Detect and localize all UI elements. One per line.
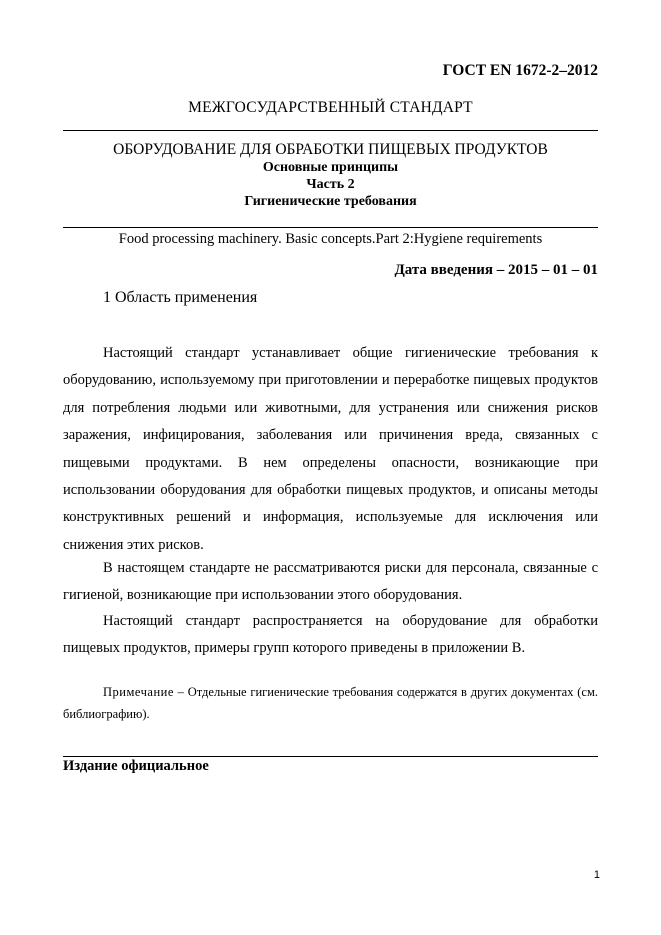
paragraph-text: В настоящем стандарте не рассматриваются риски для персонала, связанные с гигиеной, возникающие при использовании этого оборудования. bbox=[63, 560, 598, 604]
note-text: – Отдельные гигиенические требования содержатся в других документах (см. библиографию). bbox=[63, 685, 598, 721]
title-main: ОБОРУДОВАНИЕ ДЛЯ ОБРАБОТКИ ПИЩЕВЫХ ПРОДУКТОВ bbox=[113, 141, 548, 158]
footer-divider bbox=[63, 756, 598, 757]
official-edition-label: Издание официальное bbox=[63, 758, 209, 774]
note-paragraph bbox=[63, 681, 598, 725]
english-title: Food processing machinery. Basic concepts.Part 2:Hygiene requirements bbox=[118, 231, 543, 247]
paragraph-2 bbox=[63, 555, 598, 610]
title-part-name: Гигиенические требования bbox=[244, 194, 417, 209]
paragraph-text: Настоящий стандарт распространяется на оборудование для обработки пищевых продуктов, примеры групп которого приведены в приложении В. bbox=[63, 613, 598, 657]
paragraph-1 bbox=[63, 340, 598, 559]
top-divider bbox=[63, 130, 598, 131]
title-block bbox=[63, 140, 598, 210]
paragraph-3 bbox=[63, 608, 598, 663]
page-number: 1 bbox=[593, 869, 600, 881]
section-heading: 1 Область применения bbox=[103, 289, 258, 306]
paragraph-text: Настоящий стандарт устанавливает общие гигиенические требования к оборудованию, используемому при приготовлении и переработке пищевых продуктов для потребления людьми или животными, для устранения или снижения рисков заражения, инфицирования, заболевания или причинения вреда, связанных с пищевыми продуктами. В нем определены опасности, возникающие при использовании оборудования для обработки пищевых продуктов, и описаны методы конструктивных решений и информация, используемые для исключения или снижения этих рисков. bbox=[63, 345, 598, 553]
standard-type-heading: МЕЖГОСУДАРСТВЕННЫЙ СТАНДАРТ bbox=[188, 99, 473, 116]
note bbox=[63, 681, 598, 725]
title-part: Часть 2 bbox=[306, 177, 355, 192]
title-subtitle: Основные принципы bbox=[262, 160, 399, 175]
introduction-date: Дата введения – 2015 – 01 – 01 bbox=[394, 262, 598, 278]
note-label: Примечание bbox=[103, 685, 174, 699]
title-divider bbox=[63, 227, 598, 228]
document-code: ГОСТ EN 1672-2–2012 bbox=[442, 62, 598, 79]
